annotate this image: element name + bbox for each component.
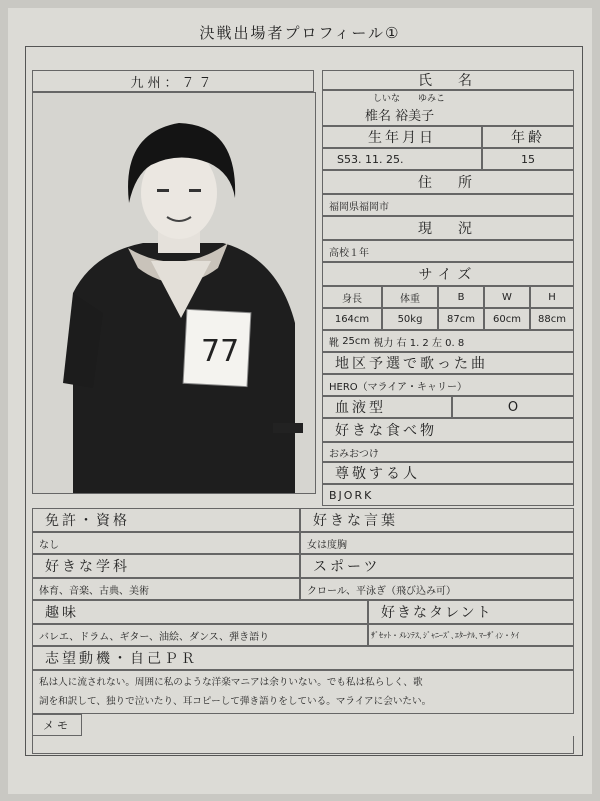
favorite-subject-value: 体育、音楽、古典、美術 (32, 578, 300, 600)
status-value: 高校１年 (322, 240, 574, 262)
height-label: 身長 (322, 286, 382, 308)
waist-label: W (484, 286, 530, 308)
license-value: なし (32, 532, 300, 554)
foot-label: 靴 (329, 337, 339, 349)
foot-value: 25cm (342, 335, 371, 347)
favorite-words-value: 女は度胸 (300, 532, 574, 554)
status-header: 現 況 (322, 216, 574, 240)
height-value: 164cm (322, 308, 382, 330)
portrait-illustration (33, 93, 315, 493)
sport-value: クロール、平泳ぎ（飛び込み可） (300, 578, 574, 600)
hip-label: H (530, 286, 574, 308)
motivation-label: 志望動機・自己ＰＲ (32, 646, 574, 670)
birthdate-value: S53. 11. 25. (322, 148, 482, 170)
weight-value: 50kg (382, 308, 438, 330)
blood-type-value: O (452, 396, 574, 418)
region-entry-number: 九州：７７ (32, 70, 314, 92)
address-value: 福岡県福岡市 (322, 194, 574, 216)
memo-area (32, 736, 574, 754)
hip-value: 88cm (530, 308, 574, 330)
hobby-label: 趣味 (32, 600, 368, 624)
license-label: 免許・資格 (32, 508, 300, 532)
sport-label: スポーツ (300, 554, 574, 578)
contestant-photo (32, 92, 316, 494)
size-header: サイズ (322, 262, 574, 286)
respected-person-value: BJORK (322, 484, 574, 506)
blood-type-label: 血液型 (322, 396, 452, 418)
age-header: 年齢 (482, 126, 574, 148)
favorite-talent-label: 好きなタレント (368, 600, 574, 624)
song-value: HERO（マライア・キャリー） (322, 374, 574, 396)
motivation-line-1: 私は人に流されない。周囲に私のような洋楽マニアは余りいない。でも私は私らしく、歌 (39, 677, 423, 688)
favorite-subject-label: 好きな学科 (32, 554, 300, 578)
bust-label: B (438, 286, 484, 308)
motivation-line-2: 詞を和訳して、独りで泣いたり、耳コピーして弾き語りをしている。マライアに会いたい。 (39, 696, 432, 707)
memo-label: メモ (32, 714, 82, 736)
name-furigana: しいな ゆみこ (322, 90, 574, 104)
song-label: 地区予選で歌った曲 (322, 352, 574, 374)
birthdate-header: 生年月日 (322, 126, 482, 148)
respected-person-label: 尊敬する人 (322, 462, 574, 484)
age-value: 15 (482, 148, 574, 170)
bib-number: 77 (201, 334, 240, 369)
name-value: 椎名 裕美子 (322, 104, 574, 126)
hobby-value: バレエ、ドラム、ギター、油絵、ダンス、弾き語り (32, 624, 368, 646)
foot-vision-row (322, 330, 574, 352)
waist-value: 60cm (484, 308, 530, 330)
vision-label: 視力 (373, 337, 394, 349)
name-header: 氏 名 (322, 70, 574, 90)
favorite-talent-value: ｻﾞｾｯﾄ・ﾒﾚﾝﾃｽ､ｼﾞｬﾆｰｽﾞ､ｴﾀｰﾅﾙ､ﾏｰｻﾞｨﾝ・ｹｲ (368, 624, 574, 646)
favorite-food-value: おみおつけ (322, 442, 574, 462)
weight-label: 体重 (382, 286, 438, 308)
motivation-text (32, 670, 574, 714)
sheet-title: 決戦出場者プロフィール① (199, 24, 401, 42)
favorite-food-label: 好きな食べ物 (322, 418, 574, 442)
address-header: 住 所 (322, 170, 574, 194)
bust-value: 87cm (438, 308, 484, 330)
vision-value: 右 1. 2 左 0. 8 (396, 337, 465, 349)
favorite-words-label: 好きな言葉 (300, 508, 574, 532)
